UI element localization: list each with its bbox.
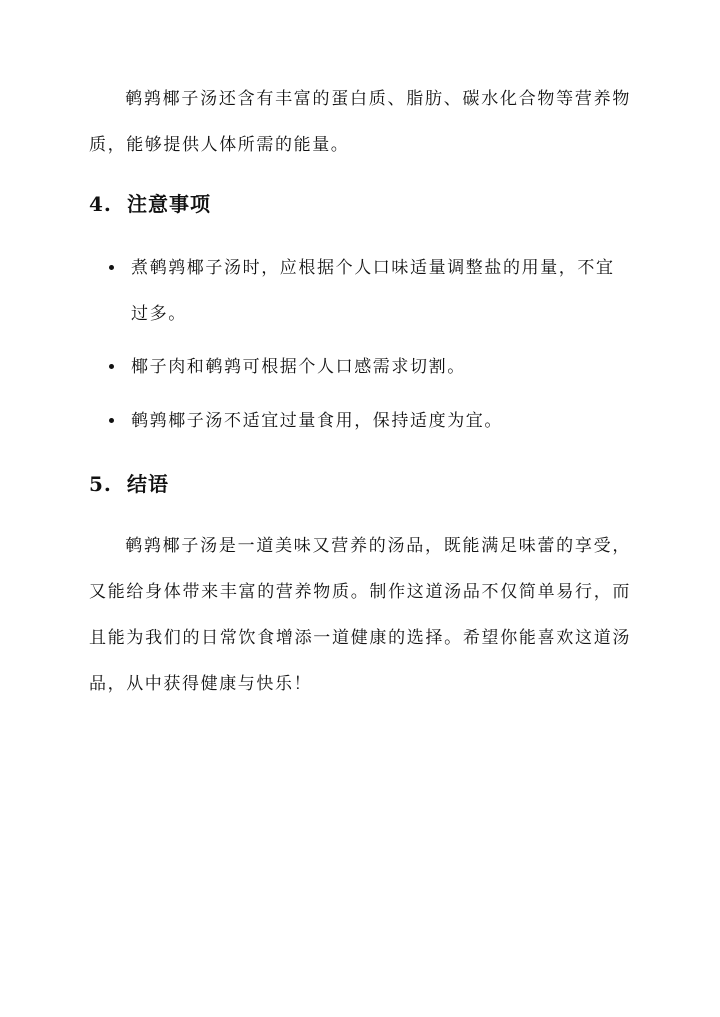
intro-paragraph-text: 鹌鹑椰子汤还含有丰富的蛋白质、脂肪、碳水化合物等营养物质，能够提供人体所需的能量。 xyxy=(89,89,631,155)
list-item-text: 煮鹌鹑椰子汤时，应根据个人口味适量调整盐的用量，不宜过多。 xyxy=(131,258,615,324)
intro-paragraph xyxy=(89,76,631,168)
section-heading-5 xyxy=(89,468,169,497)
list-item-text: 鹌鹑椰子汤不适宜过量食用，保持适度为宜。 xyxy=(131,411,503,431)
section-number: 5. xyxy=(89,472,112,496)
bullet-icon xyxy=(109,265,114,270)
list-item xyxy=(103,245,631,337)
section-title: 注意事项 xyxy=(127,192,211,216)
bullet-icon xyxy=(109,418,114,423)
list-item xyxy=(103,344,631,390)
list-item-text: 椰子肉和鹌鹑可根据个人口感需求切割。 xyxy=(131,357,466,377)
conclusion-paragraph xyxy=(89,523,631,707)
bullet-icon xyxy=(109,364,114,369)
section-number: 4. xyxy=(89,192,112,216)
section-title: 结语 xyxy=(127,472,169,496)
conclusion-paragraph-text: 鹌鹑椰子汤是一道美味又营养的汤品，既能满足味蕾的享受，又能给身体带来丰富的营养物质。制作这道汤品不仅简单易行，而且能为我们的日常饮食增添一道健康的选择。希望你能喜欢这道汤品，从中获得健康与快乐！ xyxy=(89,536,631,694)
section-heading-4 xyxy=(89,188,211,217)
list-item xyxy=(103,398,631,444)
